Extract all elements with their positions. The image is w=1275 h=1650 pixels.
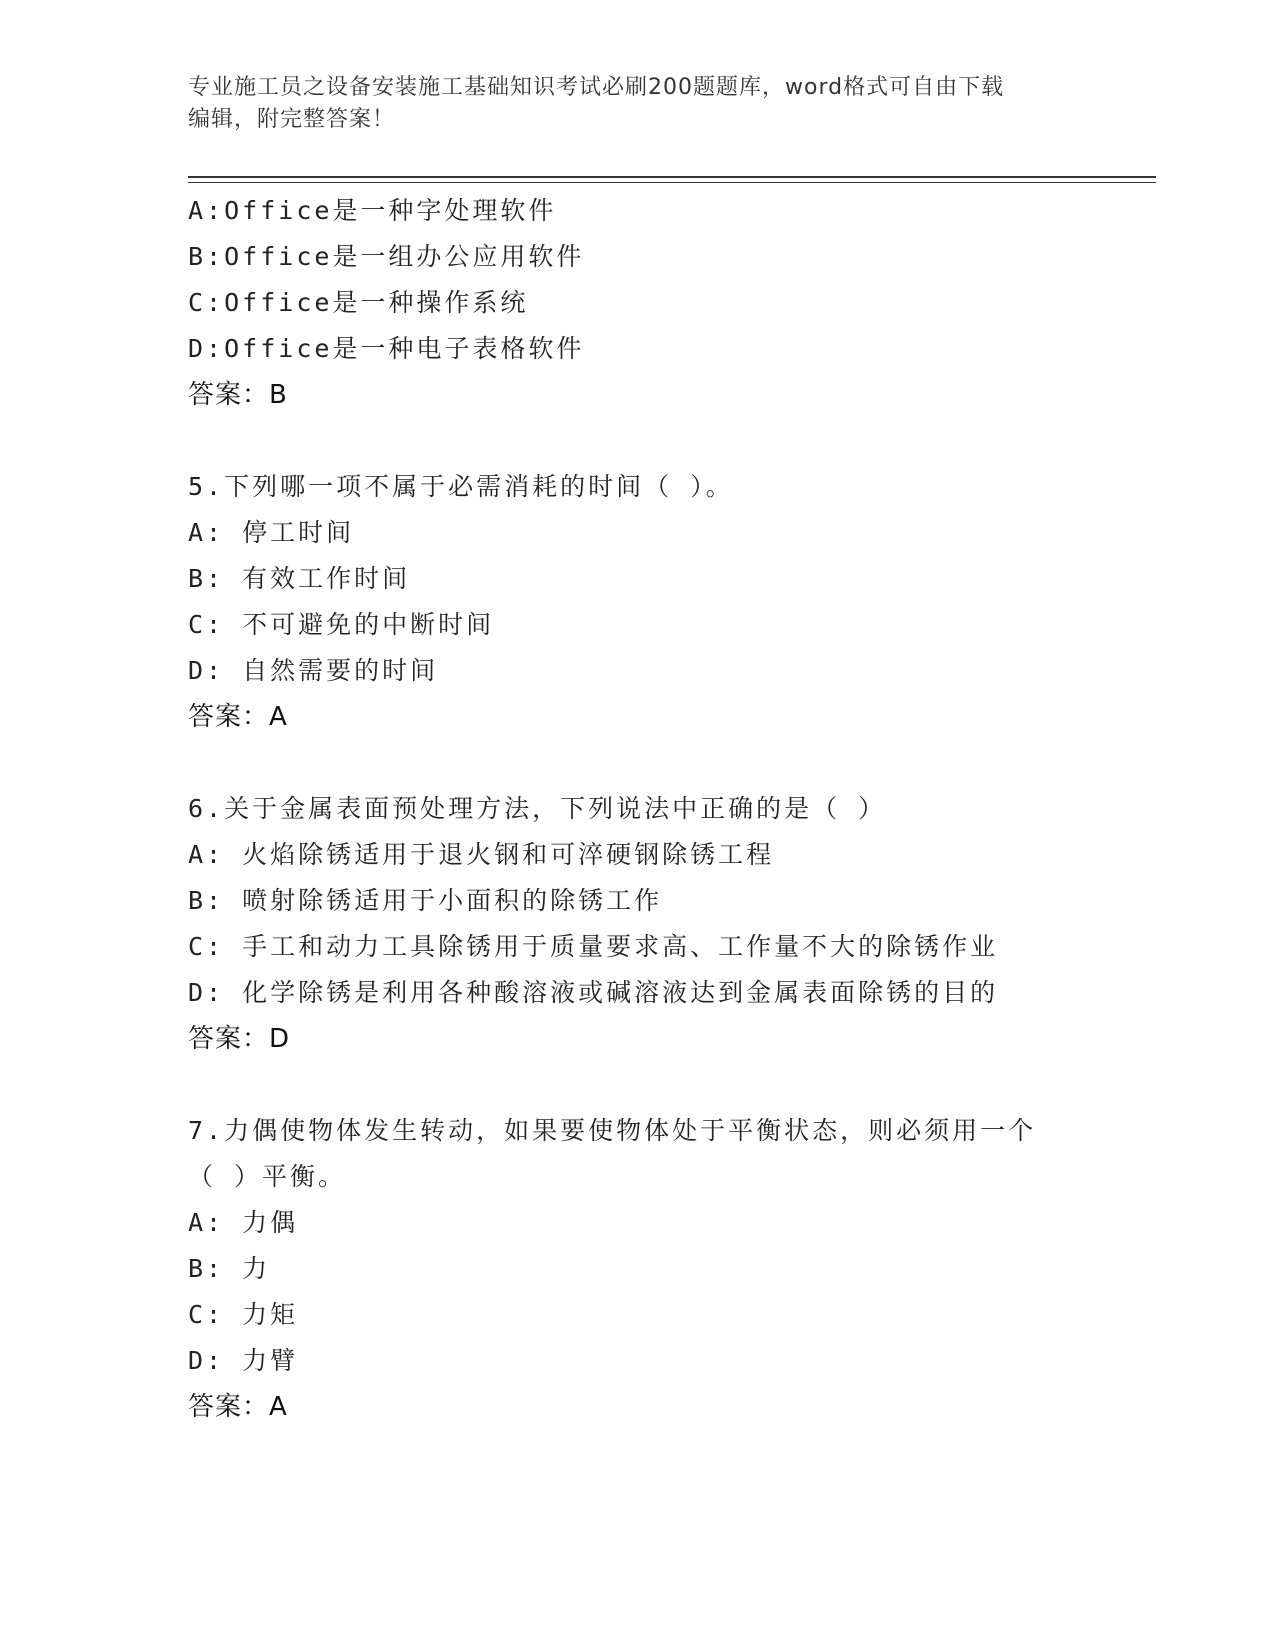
question-title-line-2: （ ）平衡。 xyxy=(188,1162,347,1191)
option-key: A: xyxy=(188,518,225,547)
option-key: D: xyxy=(188,1346,225,1375)
option-d xyxy=(188,970,1148,1016)
option-key: B: xyxy=(188,242,225,271)
option-c xyxy=(188,602,1148,648)
question-5 xyxy=(188,464,1148,740)
option-text: 化学除锈是利用各种酸溶液或碱溶液达到金属表面除锈的目的 xyxy=(242,978,999,1007)
question-7 xyxy=(188,1108,1148,1430)
option-d xyxy=(188,648,1148,694)
option-key: D: xyxy=(188,978,225,1007)
option-text: 停工时间 xyxy=(242,518,355,547)
option-b xyxy=(188,556,1148,602)
option-text: Office是一种操作系统 xyxy=(224,288,529,317)
option-text: 喷射除锈适用于小面积的除锈工作 xyxy=(242,886,663,915)
option-key: D: xyxy=(188,334,225,363)
option-key: C: xyxy=(188,932,225,961)
option-text: 手工和动力工具除锈用于质量要求高、工作量不大的除锈作业 xyxy=(242,932,999,961)
option-b xyxy=(188,878,1148,924)
option-text: 不可避免的中断时间 xyxy=(242,610,495,639)
option-key: A: xyxy=(188,196,225,225)
option-c xyxy=(188,1292,1148,1338)
option-c xyxy=(188,280,1148,326)
option-a xyxy=(188,188,1148,234)
question-4 xyxy=(188,188,1148,418)
option-key: A: xyxy=(188,1208,225,1237)
option-text: Office是一组办公应用软件 xyxy=(224,242,585,271)
option-text: 力偶 xyxy=(242,1208,299,1237)
option-d xyxy=(188,1338,1148,1384)
answer-line: 答案：A xyxy=(188,1392,288,1422)
document-header xyxy=(188,72,1078,136)
option-text: 火焰除锈适用于退火钢和可淬硬钢除锈工程 xyxy=(242,840,775,869)
question-6 xyxy=(188,786,1148,1062)
header-divider-thick xyxy=(188,176,1156,178)
option-text: 有效工作时间 xyxy=(242,564,411,593)
option-text: 力 xyxy=(242,1254,271,1283)
question-list xyxy=(188,188,1148,1430)
option-a xyxy=(188,1200,1148,1246)
option-b xyxy=(188,1246,1148,1292)
option-key: B: xyxy=(188,1254,225,1283)
header-line-1: 专业施工员之设备安装施工基础知识考试必刷200题题库，word格式可自由下载 xyxy=(188,75,1005,100)
option-key: B: xyxy=(188,564,225,593)
option-key: C: xyxy=(188,610,225,639)
question-title: 6.关于金属表面预处理方法，下列说法中正确的是（ ） xyxy=(188,794,887,823)
option-text: Office是一种电子表格软件 xyxy=(224,334,585,363)
answer-line: 答案：A xyxy=(188,702,288,732)
header-divider-thin xyxy=(188,182,1156,183)
option-key: C: xyxy=(188,1300,225,1329)
option-d xyxy=(188,326,1148,372)
option-c xyxy=(188,924,1148,970)
option-b xyxy=(188,234,1148,280)
question-title-line-1: 7.力偶使物体发生转动，如果要使物体处于平衡状态，则必须用一个 xyxy=(188,1116,1037,1145)
answer-line: 答案：B xyxy=(188,380,288,410)
option-key: C: xyxy=(188,288,225,317)
header-line-2: 编辑，附完整答案！ xyxy=(188,107,396,132)
option-text: 力矩 xyxy=(242,1300,299,1329)
option-text: 自然需要的时间 xyxy=(242,656,439,685)
option-key: B: xyxy=(188,886,225,915)
option-key: D: xyxy=(188,656,225,685)
option-a xyxy=(188,832,1148,878)
question-title: 5.下列哪一项不属于必需消耗的时间（ ）。 xyxy=(188,472,734,501)
option-a xyxy=(188,510,1148,556)
option-text: 力臂 xyxy=(242,1346,299,1375)
option-key: A: xyxy=(188,840,225,869)
option-text: Office是一种字处理软件 xyxy=(224,196,557,225)
answer-line: 答案：D xyxy=(188,1024,291,1054)
